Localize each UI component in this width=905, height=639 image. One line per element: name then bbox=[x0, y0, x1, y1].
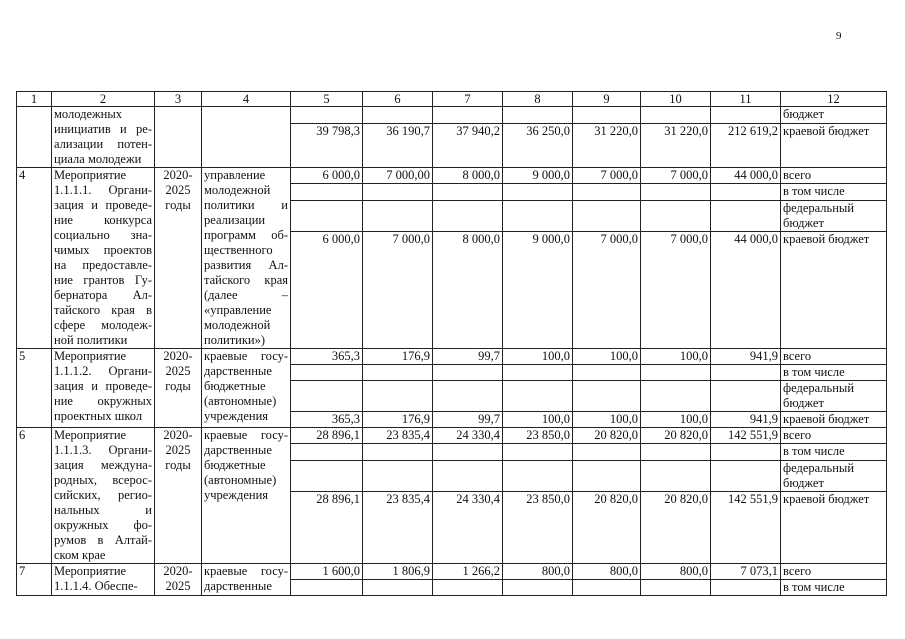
budget-label: федеральный бюджет bbox=[781, 460, 887, 492]
value-cell: 20 820,0 bbox=[641, 492, 711, 564]
budget-label: краевой бюджет bbox=[781, 412, 887, 428]
value-cell: 941,9 bbox=[711, 349, 781, 365]
value-cell: 8 000,0 bbox=[433, 168, 503, 184]
budget-label: всего bbox=[781, 168, 887, 184]
header-cell: 2 bbox=[52, 92, 155, 107]
value-cell: 1 266,2 bbox=[433, 564, 503, 580]
value-cell: 99,7 bbox=[433, 349, 503, 365]
value-cell: 31 220,0 bbox=[641, 123, 711, 167]
measure-name: Мероприятие 1.1.1.3. Органи-зация междуна-родных, всерос-сийских, регио-нальных и окружных фо-румов в Алтай-ском крае bbox=[52, 428, 155, 564]
table-row bbox=[17, 564, 887, 580]
value-cell: 365,3 bbox=[291, 412, 363, 428]
value-cell: 28 896,1 bbox=[291, 428, 363, 444]
table-row bbox=[17, 168, 887, 184]
table-row bbox=[17, 428, 887, 444]
value-cell: 7 000,0 bbox=[573, 168, 641, 184]
header-cell: 12 bbox=[781, 92, 887, 107]
value-cell: 941,9 bbox=[711, 412, 781, 428]
executor: краевые госу-дарственные бюджетные (автономные) учреждения bbox=[202, 349, 291, 428]
header-cell: 11 bbox=[711, 92, 781, 107]
budget-label: федеральный бюджет bbox=[781, 381, 887, 412]
value-cell: 100,0 bbox=[641, 412, 711, 428]
value-cell: 176,9 bbox=[363, 349, 433, 365]
value-cell: 800,0 bbox=[641, 564, 711, 580]
budget-label: всего bbox=[781, 349, 887, 365]
row-number: 7 bbox=[17, 564, 52, 596]
value-cell: 23 850,0 bbox=[503, 428, 573, 444]
header-cell: 9 bbox=[573, 92, 641, 107]
row-number: 5 bbox=[17, 349, 52, 428]
value-cell: 20 820,0 bbox=[573, 492, 641, 564]
executor: краевые госу-дарственные bbox=[202, 564, 291, 596]
budget-label: в том числе bbox=[781, 184, 887, 200]
value-cell: 39 798,3 bbox=[291, 123, 363, 167]
value-cell: 365,3 bbox=[291, 349, 363, 365]
budget-label: федеральный бюджет bbox=[781, 200, 887, 232]
measure-name: Мероприятие 1.1.1.1. Органи-зация и проведе-ние конкурса социально зна-чимых проектов на предоставле-ние грантов Гу-бернатора Ал-тайского края в сфере молодеж-ной политики bbox=[52, 168, 155, 349]
header-cell: 3 bbox=[155, 92, 202, 107]
header-cell: 8 bbox=[503, 92, 573, 107]
executor: краевые госу-дарственные бюджетные (автономные) учреждения bbox=[202, 428, 291, 564]
budget-label: бюджет bbox=[781, 107, 887, 124]
header-cell: 1 bbox=[17, 92, 52, 107]
value-cell: 36 190,7 bbox=[363, 123, 433, 167]
budget-label: всего bbox=[781, 428, 887, 444]
value-cell: 6 000,0 bbox=[291, 168, 363, 184]
period: 2020-2025 годы bbox=[155, 168, 202, 349]
period: 2020-2025 годы bbox=[155, 428, 202, 564]
value-cell: 7 000,0 bbox=[573, 232, 641, 349]
header-cell: 5 bbox=[291, 92, 363, 107]
value-cell: 20 820,0 bbox=[573, 428, 641, 444]
value-cell: 99,7 bbox=[433, 412, 503, 428]
value-cell: 20 820,0 bbox=[641, 428, 711, 444]
value-cell: 100,0 bbox=[503, 412, 573, 428]
value-cell: 100,0 bbox=[503, 349, 573, 365]
value-cell: 44 000,0 bbox=[711, 232, 781, 349]
value-cell: 1 806,9 bbox=[363, 564, 433, 580]
measure-name: Мероприятие 1.1.1.4. Обеспе- bbox=[52, 564, 155, 596]
value-cell: 24 330,4 bbox=[433, 428, 503, 444]
period: 2020-2025 bbox=[155, 564, 202, 596]
value-cell: 36 250,0 bbox=[503, 123, 573, 167]
value-cell: 9 000,0 bbox=[503, 168, 573, 184]
budget-label: краевой бюджет bbox=[781, 232, 887, 349]
value-cell: 8 000,0 bbox=[433, 232, 503, 349]
value-cell: 800,0 bbox=[503, 564, 573, 580]
budget-label: в том числе bbox=[781, 444, 887, 460]
value-cell: 6 000,0 bbox=[291, 232, 363, 349]
value-cell: 23 835,4 bbox=[363, 492, 433, 564]
header-row bbox=[17, 92, 887, 107]
value-cell: 7 000,00 bbox=[363, 168, 433, 184]
budget-label: в том числе bbox=[781, 580, 887, 596]
value-cell: 7 000,0 bbox=[641, 168, 711, 184]
value-cell: 7 073,1 bbox=[711, 564, 781, 580]
header-cell: 10 bbox=[641, 92, 711, 107]
value-cell: 23 835,4 bbox=[363, 428, 433, 444]
row-number: 4 bbox=[17, 168, 52, 349]
period: 2020-2025 годы bbox=[155, 349, 202, 428]
value-cell: 212 619,2 bbox=[711, 123, 781, 167]
executor: управление молодежной политики и реализации программ об-щественного развития Ал-тайского края (далее – «управление молодежной политики») bbox=[202, 168, 291, 349]
value-cell: 9 000,0 bbox=[503, 232, 573, 349]
budget-label: в том числе bbox=[781, 365, 887, 381]
value-cell: 1 600,0 bbox=[291, 564, 363, 580]
page-number: 9 bbox=[836, 30, 842, 42]
measure-name: молодежных инициатив и ре-ализации потен-циала молодежи bbox=[52, 107, 155, 168]
budget-label: всего bbox=[781, 564, 887, 580]
value-cell: 7 000,0 bbox=[363, 232, 433, 349]
value-cell: 37 940,2 bbox=[433, 123, 503, 167]
header-cell: 4 bbox=[202, 92, 291, 107]
value-cell: 31 220,0 bbox=[573, 123, 641, 167]
budget-label: краевой бюджет bbox=[781, 123, 887, 167]
value-cell: 176,9 bbox=[363, 412, 433, 428]
table-row bbox=[17, 349, 887, 365]
value-cell: 142 551,9 bbox=[711, 492, 781, 564]
header-cell: 6 bbox=[363, 92, 433, 107]
measure-name: Мероприятие 1.1.1.2. Органи-зация и проведе-ние окружных проектных школ bbox=[52, 349, 155, 428]
header-cell: 7 bbox=[433, 92, 503, 107]
value-cell: 100,0 bbox=[573, 412, 641, 428]
value-cell: 24 330,4 bbox=[433, 492, 503, 564]
value-cell: 800,0 bbox=[573, 564, 641, 580]
value-cell: 23 850,0 bbox=[503, 492, 573, 564]
value-cell: 44 000,0 bbox=[711, 168, 781, 184]
budget-label: краевой бюджет bbox=[781, 492, 887, 564]
row-number: 6 bbox=[17, 428, 52, 564]
value-cell: 7 000,0 bbox=[641, 232, 711, 349]
value-cell: 100,0 bbox=[573, 349, 641, 365]
table-row bbox=[17, 107, 887, 124]
value-cell: 100,0 bbox=[641, 349, 711, 365]
value-cell: 142 551,9 bbox=[711, 428, 781, 444]
value-cell: 28 896,1 bbox=[291, 492, 363, 564]
budget-table bbox=[16, 91, 887, 596]
